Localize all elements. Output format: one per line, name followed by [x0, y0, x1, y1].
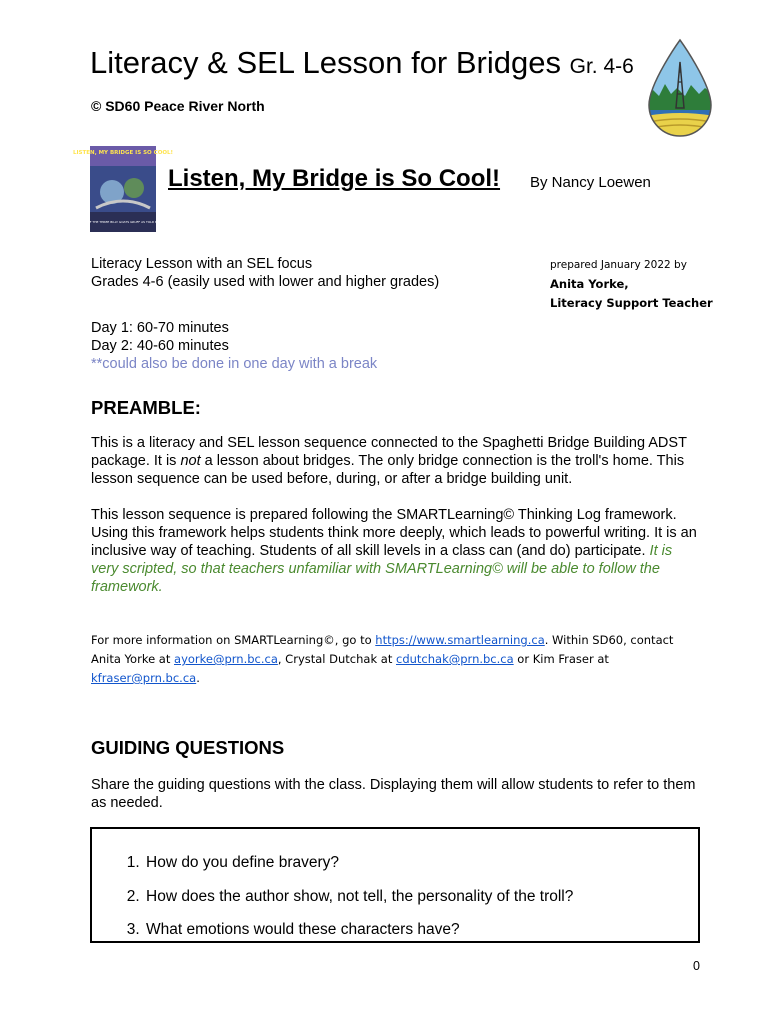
book-title: Listen, My Bridge is So Cool! [168, 165, 501, 192]
prepared-date: prepared January 2022 by [550, 259, 687, 271]
more-text-2: . Within SD60, contact Anita Yorke at [91, 633, 674, 666]
prepared-role: Literacy Support Teacher [550, 296, 713, 310]
more-text-5: . [196, 671, 200, 685]
schedule [91, 319, 377, 373]
more-text-3: , Crystal Dutchak at [277, 652, 396, 666]
question-item: 1. How do you define bravery? [144, 846, 698, 880]
questions-list [92, 829, 698, 947]
prepared-by [550, 256, 713, 313]
schedule-day1: Day 1: 60-70 minutes [91, 320, 229, 336]
more-info [91, 631, 691, 688]
page-number: 0 [693, 959, 700, 973]
more-text-1: For more information on SMARTLearning©, go to [91, 633, 376, 647]
lesson-info [91, 255, 439, 291]
more-text-4: or Kim Fraser at [513, 652, 609, 666]
kfraser-email-link[interactable]: kfraser@prn.bc.ca [91, 671, 197, 685]
book-cover-image [69, 146, 177, 232]
smartlearning-link[interactable]: https://www.smartlearning.ca [375, 633, 545, 647]
prepared-name: Anita Yorke, [550, 277, 629, 291]
sd60-logo [645, 38, 715, 138]
schedule-day2: Day 2: 40-60 minutes [91, 338, 229, 354]
p1-emphasis: not [180, 453, 201, 469]
guiding-intro: Share the guiding questions with the class. Displaying them will allow students to refer to them as needed. [91, 777, 696, 811]
question-item: 2. How does the author show, not tell, the personality of the troll? [144, 880, 698, 914]
ayorke-email-link[interactable]: ayorke@prn.bc.ca [174, 652, 278, 666]
p2-text: This lesson sequence is prepared following the SMARTLearning© Thinking Log framework. Using this framework helps students think more deeply, which leads to powerful writing. It is an inclusive way of teaching. Students of all skill levels in a class can (and do) participate. [91, 507, 697, 559]
p1-text-b: a lesson about bridges. The only bridge connection is the troll's home. This lesson sequence can be used before, during, or after a bridge building unit. [91, 453, 685, 487]
p2-green-note: It is very scripted, so that teachers unfamiliar with SMARTLearning© will be able to follow the framework. [91, 543, 673, 595]
guiding-heading: GUIDING QUESTIONS [91, 737, 285, 758]
book-author: By Nancy Loewen [530, 174, 651, 191]
question-item: 3. What emotions would these characters have? [144, 913, 698, 947]
p1-text-a: This is a literacy and SEL lesson sequence connected to the Spaghetti Bridge Building ADST package. It is [91, 435, 687, 469]
grade-label: Gr. 4-6 [569, 55, 634, 78]
cover-subtitle-text: THE STORY OF THE THREE BILLY GOATS GRUFF AS TOLD BY THE TROLL [69, 220, 177, 224]
copyright: © SD60 Peace River North [91, 98, 265, 114]
page-title [90, 46, 634, 80]
preamble-heading: PREAMBLE: [91, 397, 201, 418]
title-text: Literacy & SEL Lesson for Bridges [90, 45, 561, 80]
cover-title-text: LISTEN, MY BRIDGE IS SO COOL! [72, 150, 174, 156]
lesson-info-line1: Literacy Lesson with an SEL focus [91, 256, 313, 272]
schedule-note: **could also be done in one day with a break [91, 356, 378, 372]
cdutchak-email-link[interactable]: cdutchak@prn.bc.ca [396, 652, 514, 666]
lesson-info-line2: Grades 4-6 (easily used with lower and higher grades) [91, 274, 440, 290]
preamble-paragraph-1 [91, 434, 701, 488]
questions-box [90, 827, 700, 943]
preamble-paragraph-2 [91, 506, 701, 596]
